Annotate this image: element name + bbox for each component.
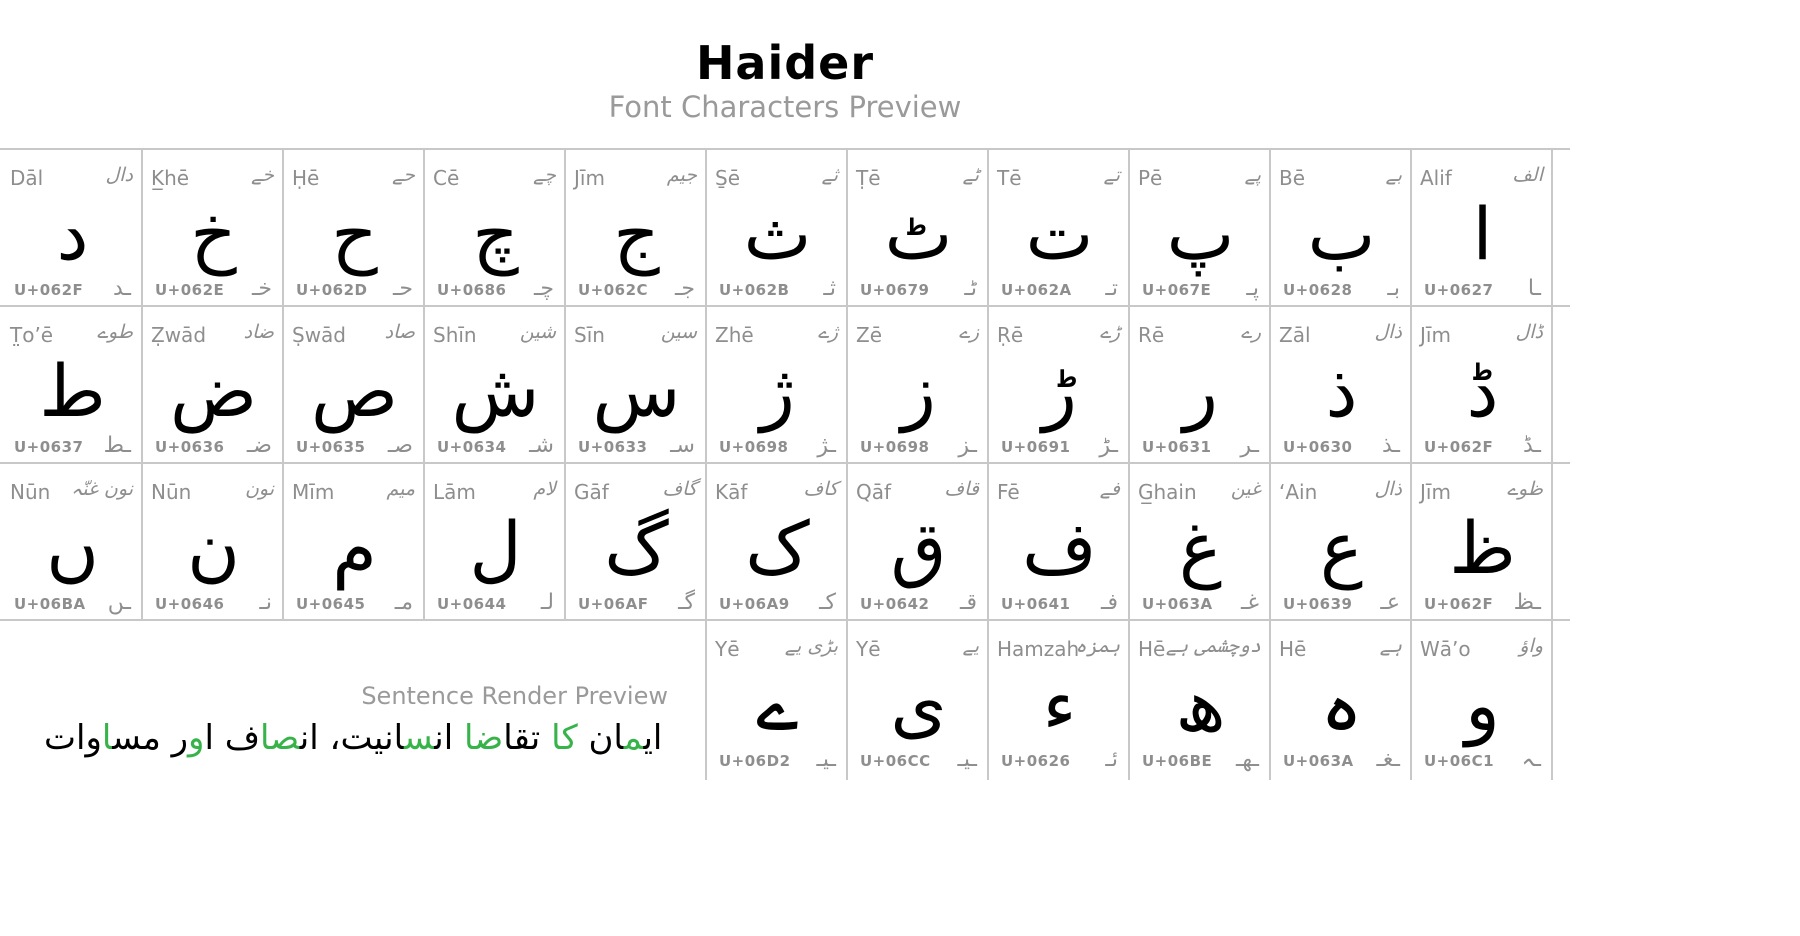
latin-name: Hē [1279, 637, 1307, 661]
latin-name: Bē [1279, 166, 1306, 190]
urdu-name: ذال [1374, 478, 1402, 500]
glyph-cell [1271, 150, 1412, 307]
unicode-code: U+0642 [860, 595, 930, 613]
glyph-cell [707, 464, 848, 621]
urdu-name: حے [392, 164, 415, 186]
unicode-code: U+062A [1001, 281, 1072, 299]
unicode-code: U+0635 [296, 438, 366, 456]
latin-name: Tē [997, 166, 1022, 190]
glyph-form: ـا [1527, 276, 1541, 301]
unicode-code: U+067E [1142, 281, 1212, 299]
glyph: ت [1025, 192, 1094, 276]
glyph-form: کـ [819, 590, 836, 615]
glyph-form: ـڑ [1099, 433, 1118, 458]
unicode-code: U+0679 [860, 281, 930, 299]
glyph: ہ [1320, 663, 1363, 747]
glyph: ذ [1325, 349, 1358, 433]
glyph-form: ئـ [1105, 747, 1118, 772]
unicode-code: U+062D [296, 281, 368, 299]
latin-name: Zē [856, 323, 883, 347]
latin-name: Ẓwād [151, 323, 207, 347]
sentence-segment: صا [259, 718, 300, 758]
glyph: ف [1022, 506, 1097, 590]
glyph-cell [566, 464, 707, 621]
glyph: ے [756, 663, 799, 747]
urdu-name: لام [533, 478, 556, 500]
glyph-cell [284, 464, 425, 621]
urdu-name: ظوے [1506, 478, 1543, 500]
glyph: ض [169, 349, 258, 433]
latin-name: Shīn [433, 323, 477, 347]
latin-name: Zhē [715, 323, 754, 347]
glyph-cell [143, 464, 284, 621]
sentence-segment: کا [551, 718, 578, 758]
unicode-code: U+0637 [14, 438, 84, 456]
glyph-cell [707, 621, 848, 778]
grid-line [564, 148, 566, 619]
urdu-name: کاف [803, 478, 838, 500]
urdu-name: صاد [384, 321, 415, 343]
glyph-cell [1271, 307, 1412, 464]
urdu-name: میم [386, 478, 415, 500]
glyph-form: ـیـ [957, 747, 977, 772]
glyph: غ [1179, 506, 1222, 590]
latin-name: Mīm [292, 480, 335, 504]
latin-name: Qāf [856, 480, 892, 504]
glyph-cell [284, 307, 425, 464]
glyph: ک [745, 506, 810, 590]
glyph-form: ـر [1240, 433, 1259, 458]
glyph: ء [1042, 663, 1077, 747]
urdu-name: گاف [662, 478, 697, 500]
glyph: خ [190, 192, 237, 276]
unicode-code: U+0698 [860, 438, 930, 456]
latin-name: Ṣwād [292, 323, 347, 347]
unicode-code: U+0636 [155, 438, 225, 456]
glyph-form: پـ [1246, 276, 1259, 301]
urdu-name: دوچشمی ہے [1165, 635, 1261, 657]
glyph-cell [989, 307, 1130, 464]
sentence-segment: ان [577, 718, 624, 758]
glyph-cell [1271, 464, 1412, 621]
glyph-cell [284, 150, 425, 307]
glyph-cell [425, 150, 566, 307]
unicode-code: U+062B [719, 281, 790, 299]
sentence-segment: انیت، ان [299, 718, 404, 758]
glyph: ل [469, 506, 522, 590]
glyph-form: چـ [533, 276, 554, 301]
latin-name: Yē [715, 637, 740, 661]
glyph-cell [989, 621, 1130, 778]
glyph-form: خـ [251, 276, 272, 301]
latin-name: Hē [1138, 637, 1166, 661]
glyph-cell [143, 150, 284, 307]
glyph: ج [613, 192, 660, 276]
unicode-code: U+0644 [437, 595, 507, 613]
glyph-form: ـژ [817, 433, 836, 458]
urdu-name: رے [1240, 321, 1261, 343]
glyph: ن [187, 506, 240, 590]
urdu-name: سین [660, 321, 697, 343]
glyph-cell [2, 150, 143, 307]
latin-name: Jīm [1420, 480, 1451, 504]
latin-name: ‘Ain [1279, 480, 1318, 504]
grid-line [0, 462, 1570, 464]
glyph-form: نـ [259, 590, 272, 615]
glyph-cell [1412, 621, 1553, 778]
unicode-code: U+062F [1424, 595, 1494, 613]
unicode-code: U+0645 [296, 595, 366, 613]
glyph-cell [1412, 307, 1553, 464]
glyph: ژ [760, 349, 795, 433]
grid-line [141, 148, 143, 619]
unicode-code: U+0626 [1001, 752, 1071, 770]
urdu-name: ذال [1374, 321, 1402, 343]
glyph: ھ [1175, 663, 1226, 747]
glyph: ی [890, 663, 947, 747]
glyph-cell [2, 307, 143, 464]
unicode-code: U+0686 [437, 281, 507, 299]
grid-line [1269, 148, 1271, 780]
unicode-code: U+06AF [578, 595, 649, 613]
glyph: ص [310, 349, 399, 433]
glyph-form: ـں [107, 590, 131, 615]
glyph-cell [425, 307, 566, 464]
sentence-segment: ای [643, 718, 663, 758]
unicode-code: U+06C1 [1424, 752, 1495, 770]
grid-line [1410, 148, 1412, 780]
urdu-name: قاف [944, 478, 979, 500]
sentence-segment: وات [44, 718, 102, 758]
latin-name: T̤o’ē [10, 323, 54, 347]
glyph-form: تـ [1105, 276, 1118, 301]
unicode-code: U+062E [155, 281, 225, 299]
latin-name: Hamzah [997, 637, 1080, 661]
sentence-preview-label: Sentence Render Preview [361, 682, 668, 710]
glyph-form: فـ [1101, 590, 1118, 615]
urdu-name: ٹے [962, 164, 979, 186]
latin-name: Dāl [10, 166, 44, 190]
glyph: ر [1183, 349, 1218, 433]
glyph-cell [1412, 150, 1553, 307]
glyph: ث [743, 192, 812, 276]
glyph-form: ـیـ [816, 747, 836, 772]
glyph: ڈ [1466, 349, 1499, 433]
latin-name: Pē [1138, 166, 1163, 190]
latin-name: Kāf [715, 480, 748, 504]
glyph-cell [1130, 307, 1271, 464]
glyph: ع [1320, 506, 1363, 590]
latin-name: Ṭē [856, 166, 881, 190]
grid-line [423, 148, 425, 619]
glyph-cell [848, 307, 989, 464]
latin-name: Ḥē [292, 166, 320, 190]
unicode-code: U+0641 [1001, 595, 1071, 613]
glyph-cell [566, 150, 707, 307]
glyph: گ [604, 506, 669, 590]
glyph: ز [901, 349, 936, 433]
latin-name: Lām [433, 480, 476, 504]
glyph-form: ـڈ [1523, 433, 1541, 458]
glyph-cell [848, 621, 989, 778]
glyph-cell [1130, 621, 1271, 778]
urdu-name: تے [1103, 164, 1120, 186]
urdu-name: جیم [666, 164, 697, 186]
sentence-segment: ر مس [112, 718, 189, 758]
grid-line [0, 305, 1570, 307]
unicode-code: U+0633 [578, 438, 648, 456]
grid-line [0, 148, 1570, 150]
urdu-name: خے [251, 164, 274, 186]
latin-name: Jīm [574, 166, 605, 190]
grid-line [846, 148, 848, 780]
glyph-form: جـ [674, 276, 695, 301]
urdu-name: شین [519, 321, 556, 343]
glyph: پ [1166, 192, 1235, 276]
glyph-form: ـھـ [1235, 747, 1259, 772]
glyph: و [1465, 663, 1500, 747]
glyph-form: حـ [392, 276, 413, 301]
latin-name: Yē [856, 637, 881, 661]
glyph: د [56, 192, 89, 276]
glyph: ط [39, 349, 106, 433]
latin-name: Zāl [1279, 323, 1311, 347]
glyph-form: مـ [394, 590, 413, 615]
unicode-code: U+0627 [1424, 281, 1494, 299]
glyph-form: ضـ [246, 433, 272, 458]
glyph-form: صـ [387, 433, 413, 458]
urdu-name: ضاد [243, 321, 274, 343]
urdu-name: واؤ [1519, 635, 1543, 657]
glyph-cell [707, 150, 848, 307]
glyph: ڑ [1042, 349, 1077, 433]
urdu-name: پے [1244, 164, 1261, 186]
grid-line [282, 148, 284, 619]
glyph: ں [46, 506, 99, 590]
glyph-cell [848, 464, 989, 621]
latin-name: Jīm [1420, 323, 1451, 347]
latin-name: Rē [1138, 323, 1165, 347]
unicode-code: U+06D2 [719, 752, 791, 770]
unicode-code: U+06BE [1142, 752, 1213, 770]
urdu-name: ژے [817, 321, 838, 343]
urdu-name: زے [958, 321, 979, 343]
sentence-segment: و [188, 718, 205, 758]
urdu-name: غین [1230, 478, 1261, 500]
glyph-cell [989, 150, 1130, 307]
page-subtitle: Font Characters Preview [608, 90, 962, 124]
unicode-code: U+0639 [1283, 595, 1353, 613]
glyph-cell [1271, 621, 1412, 778]
latin-name: G̲hain [1138, 480, 1197, 504]
glyph-form: ـغـ [1376, 747, 1400, 772]
glyph-form: ثـ [823, 276, 836, 301]
glyph: س [592, 349, 681, 433]
latin-name: Wā’o [1420, 637, 1471, 661]
unicode-code: U+0698 [719, 438, 789, 456]
glyph: ق [890, 506, 947, 590]
glyph-form: لـ [540, 590, 554, 615]
glyph-form: شـ [529, 433, 554, 458]
urdu-name: ہمزہ [1075, 635, 1120, 657]
urdu-name: نون [244, 478, 274, 500]
glyph-form: گـ [678, 590, 695, 615]
latin-name: Cē [433, 166, 460, 190]
glyph-cell [2, 464, 143, 621]
glyph-cell [566, 307, 707, 464]
sentence-preview-text [44, 718, 670, 768]
latin-name: Gāf [574, 480, 609, 504]
unicode-code: U+06CC [860, 752, 931, 770]
urdu-name: دال [105, 164, 133, 186]
unicode-code: U+0691 [1001, 438, 1071, 456]
glyph: ظ [1449, 506, 1516, 590]
glyph-form: ـہ [1521, 747, 1541, 772]
glyph-form: ـظ [1513, 590, 1541, 615]
latin-name: Alif [1420, 166, 1452, 190]
glyph-cell [1412, 464, 1553, 621]
unicode-code: U+06BA [14, 595, 86, 613]
sentence-segment: تقا [503, 718, 552, 758]
unicode-code: U+063A [1142, 595, 1213, 613]
unicode-code: U+06A9 [719, 595, 790, 613]
glyph-form: سـ [670, 433, 695, 458]
latin-name: S̱ē [715, 166, 740, 190]
unicode-code: U+0634 [437, 438, 507, 456]
grid-line [987, 148, 989, 780]
latin-name: Ṛē [997, 323, 1024, 347]
urdu-name: ثے [821, 164, 838, 186]
unicode-code: U+063A [1283, 752, 1354, 770]
latin-name: Fē [997, 480, 1020, 504]
glyph-cell [848, 150, 989, 307]
glyph-form: ـط [103, 433, 131, 458]
sentence-segment: س [403, 718, 435, 758]
glyph-form: ـذ [1382, 433, 1400, 458]
glyph-form: ـز [958, 433, 977, 458]
grid-line [0, 619, 1570, 621]
urdu-name: یے [962, 635, 979, 657]
glyph-form: بـ [1387, 276, 1400, 301]
urdu-name: ہے [1379, 635, 1402, 657]
grid-line [1551, 148, 1553, 780]
glyph: م [332, 506, 377, 590]
unicode-code: U+0631 [1142, 438, 1212, 456]
glyph-cell [1130, 464, 1271, 621]
unicode-code: U+062C [578, 281, 649, 299]
glyph: ب [1307, 192, 1376, 276]
urdu-name: ڈال [1515, 321, 1543, 343]
urdu-name: ڑے [1099, 321, 1120, 343]
glyph-cell [143, 307, 284, 464]
urdu-name: چے [533, 164, 556, 186]
latin-name: Nūn [151, 480, 192, 504]
glyph-form: غـ [1241, 590, 1259, 615]
glyph: ح [331, 192, 378, 276]
latin-name: Nūn [10, 480, 51, 504]
urdu-name: الف [1512, 164, 1543, 186]
sentence-segment: ا [101, 718, 113, 758]
glyph-form: عـ [1380, 590, 1400, 615]
unicode-code: U+0628 [1283, 281, 1353, 299]
glyph-form: ٹـ [964, 276, 977, 301]
urdu-name: بے [1385, 164, 1402, 186]
urdu-name: بڑی یے [784, 635, 838, 657]
sentence-segment: ان [434, 718, 465, 758]
glyph-cell [989, 464, 1130, 621]
unicode-code: U+0630 [1283, 438, 1353, 456]
glyph-cell [707, 307, 848, 464]
sentence-segment: ف ا [204, 718, 260, 758]
glyph-form: قـ [960, 590, 977, 615]
unicode-code: U+062F [1424, 438, 1494, 456]
page-title: Haider [695, 36, 875, 90]
urdu-name: فے [1099, 478, 1120, 500]
grid-line [1128, 148, 1130, 780]
glyph: ٹ [884, 192, 953, 276]
sentence-segment: ضا [464, 718, 504, 758]
latin-name: Sīn [574, 323, 605, 347]
glyph-cell [425, 464, 566, 621]
glyph-form: ـد [113, 276, 131, 301]
unicode-code: U+062F [14, 281, 84, 299]
glyph: چ [472, 192, 519, 276]
urdu-name: نون غنّہ [71, 478, 133, 500]
latin-name: K̲hē [151, 166, 190, 190]
urdu-name: طوے [96, 321, 133, 343]
glyph: ا [1472, 192, 1493, 276]
sentence-segment: م [623, 718, 644, 758]
glyph-cell [1130, 150, 1271, 307]
glyph: ش [451, 349, 540, 433]
grid-line [705, 148, 707, 780]
unicode-code: U+0646 [155, 595, 225, 613]
